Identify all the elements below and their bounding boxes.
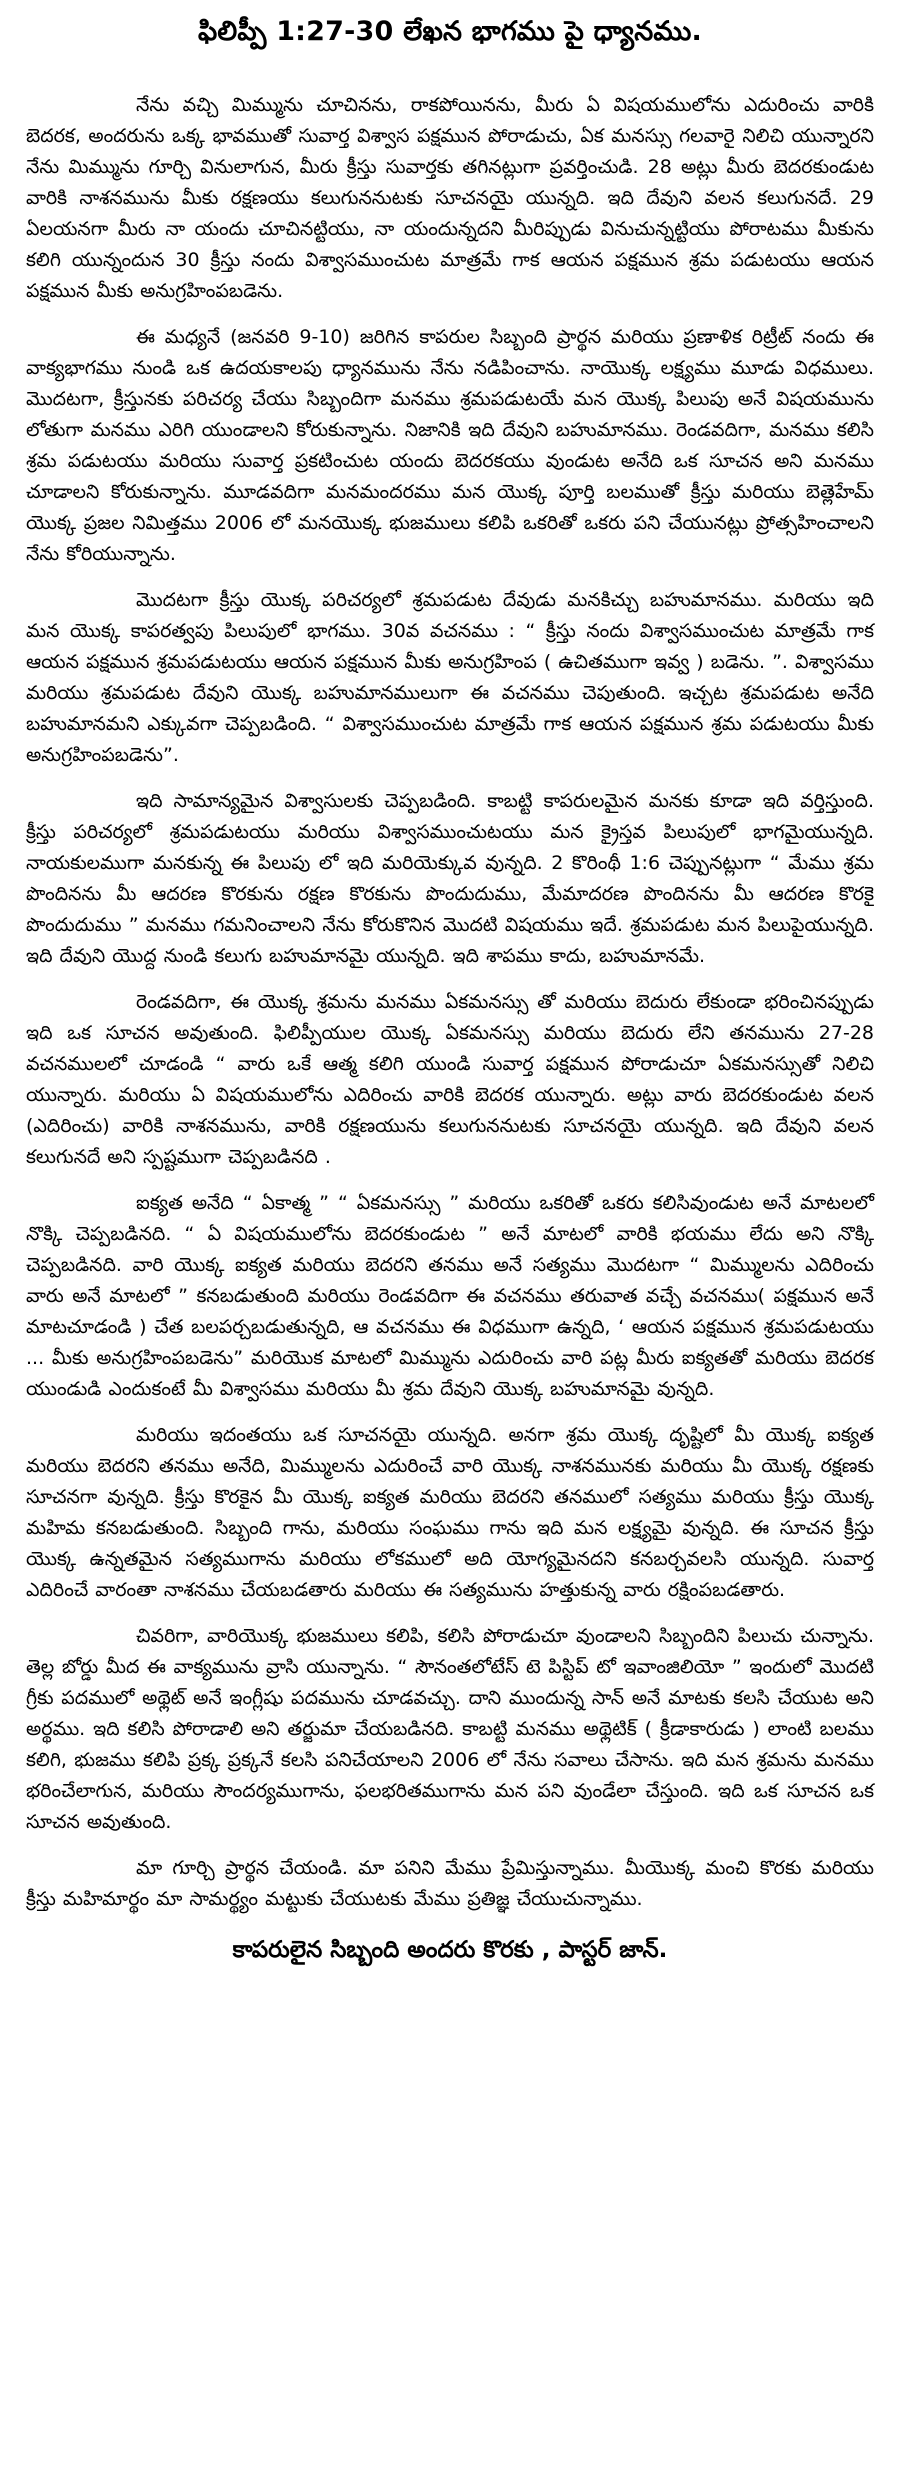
paragraph-sign-meaning: మరియు ఇదంతయు ఒక సూచనయై యున్నది. అనగా శ్రమ యొక్క దృష్టిలో మీ యొక్క ఐక్యత మరియు బెదరని తనము అనేది, మిమ్ములను ఎదురించే వారి యొక్క నాశనమునకు మరియు మీ యొక్క రక్షణకు సూచనగా వున్నది. క్రీస్తు కొరకైన మీ యొక్క ఐక్యత మరియు బెదరని తనములో సత్యము మరియు క్రీస్తు యొక్క మహిమ కనబడుతుంది. సిబ్బంది గాను, మరియు సంఘము గాను ఇది మన లక్ష్యమై వున్నది. ఈ సూచన క్రీస్తు యొక్క ఉన్నతమైన సత్యముగాను మరియు లోకములో అది యోగ్యమైనదని కనబర్చవలసి యున్నది. సువార్త ఎదిరించే వారంతా నాశనము చేయబడతారు మరియు ఈ సత్యమును హత్తుకున్న వారు రక్షింపబడతారు. (26, 1424, 874, 1601)
paragraph-calling: ఇది సామాన్యమైన విశ్వాసులకు చెప్పబడింది. కాబట్టి కాపరులమైన మనకు కూడా ఇది వర్తిస్తుంది. క్రీస్తు పరిచర్యలో శ్రమపడుటయు మరియు విశ్వాసముంచుటయు మన క్రైస్తవ పిలుపులో భాగమైయున్నది. నాయకులముగా మనకున్న ఈ పిలుపు లో ఇది మరియెక్కువ వున్నది. 2 కొరింథీ 1:6 చెప్పునట్లుగా “ మేము శ్రమ పొందినను మీ ఆదరణ కొరకును రక్షణ కొరకును పొందుదుము, మేమాదరణ పొందినను మీ ఆదరణ కొరకై పొందుదుము ” మనము గమనించాలని నేను కోరుకొనిన మొదటి విషయము ఇదే. శ్రమపడుట మన పిలుపైయున్నది. ఇది దేవుని యొద్ద నుండి కలుగు బహుమానమై యున్నది. ఇది శాపము కాదు, బహుమానమే. (26, 790, 874, 967)
paragraph-suffering-gift: మొదటగా క్రీస్తు యొక్క పరిచర్యలో శ్రమపడుట దేవుడు మనకిచ్చు బహుమానము. మరియు ఇది మన యొక్క కాపరత్వపు పిలుపులో భాగము. 30వ వచనము : “ క్రీస్తు నందు విశ్వాసముంచుట మాత్రమే గాక ఆయన పక్షమున శ్రమపడుటయు ఆయన పక్షమున మీకు అనుగ్రహింప ( ఉచితముగా ఇవ్వ ) బడెను. ”. విశ్వాసము మరియు శ్రమపడుట దేవుని యొక్క బహుమానములుగా ఈ వచనము చెపుతుంది. ఇచ్చట శ్రమపడుట అనేది బహుమానమని ఎక్కువగా చెప్పబడింది. “ విశ్వాసముంచుట మాత్రమే గాక ఆయన పక్షమున శ్రమ పడుటయు మీకు అనుగ్రహింపబడెను”. (26, 589, 874, 766)
signature: కాపరులైన సిబ్బంది అందరు కొరకు , పాస్టర్ జాన్. (232, 1937, 668, 1963)
paragraph-scripture: నేను వచ్చి మిమ్మును చూచినను, రాకపోయినను, మీరు ఏ విషయములోను ఎదురించు వారికి బెదరక, అందరును ఒక్క భావముతో సువార్త విశ్వాస పక్షమున పోరాడుచు, ఏక మనస్సు గలవారై నిలిచి యున్నారని నేను మిమ్మును గూర్చి వినులాగున, మీరు క్రీస్తు సువార్తకు తగినట్లుగా ప్రవర్తించుడి. 28 అట్లు మీరు బెదరకుండుట వారికి నాశనమును మీకు రక్షణయు కలుగుననుటకు సూచనయై యున్నది. ఇది దేవుని వలన కలుగునదే. 29 ఏలయనగా మీరు నా యందు చూచినట్టియు, నా యందున్నదని మీరిప్పుడు వినుచున్నట్టియు పోరాటము మీకును కలిగి యున్నందున 30 క్రీస్తు నందు విశ్వాసముంచుట మాత్రమే గాక ఆయన పక్షమున శ్రమ పడుటయు ఆయన పక్షమున మీకు అనుగ్రహింపబడెను. (26, 94, 874, 302)
paragraph-retreat-goals: ఈ మధ్యనే (జనవరి 9-10) జరిగిన కాపరుల సిబ్బంది ప్రార్థన మరియు ప్రణాళిక రిట్రీట్ నందు ఈ వాక్యభాగము నుండి ఒక ఉదయకాలపు ధ్యానమును నేను నడిపించాను. నాయొక్క లక్ష్యము మూడు విధములు. మొదటగా, క్రీస్తునకు పరిచర్య చేయు సిబ్బందిగా మనము శ్రమపడుటయే మన యొక్క పిలుపు అనే విషయమును లోతుగా మనము ఎరిగి యుండాలని కోరుకున్నాను. నిజానికి ఇది దేవుని బహుమానము. రెండవదిగా, మనము కలిసి శ్రమ పడుటయు మరియు సువార్త ప్రకటించుట యందు బెదరకయు వుండుట అనేది ఒక సూచన అని మనము చూడాలని కోరుకున్నాను. మూడవదిగా మనమందరము మన యొక్క పూర్తి బలముతో క్రీస్తు మరియు బెత్లెహేమ్ యొక్క ప్రజల నిమిత్తము 2006 లో మనయొక్క భుజములు కలిపి ఒకరితో ఒకరు పని చేయునట్లు ప్రోత్సహించాలని నేను కోరియున్నాను. (26, 326, 874, 565)
paragraph-striving-together: చివరిగా, వారియొక్క భుజములు కలిపి, కలిసి పోరాడుచూ వుండాలని సిబ్బందిని పిలుచు చున్నాను. తెల్ల బోర్డు మీద ఈ వాక్యమును వ్రాసి యున్నాను. “ సౌనంతలోటేస్ టె పిస్టిప్ టో ఇవాంజిలియో ” ఇందులో మొదటి గ్రీకు పదములో అథ్లెట్ అనే ఇంగ్లీషు పదమును చూడవచ్చు. దాని ముందున్న సాన్ అనే మాటకు కలసి చేయుట అని అర్థము. ఇది కలిసి పోరాడాలి అని తర్జుమా చేయబడినది. కాబట్టి మనము అథ్లెటిక్ ( క్రీడాకారుడు ) లాంటి బలము కలిగి, భుజము కలిపి ప్రక్క ప్రక్కనే కలసి పనిచేయాలని 2006 లో నేను సవాలు చేసాను. ఇది మన శ్రమను మనము భరించేలాగున, మరియు సౌందర్యముగాను, ఫలభరితముగాను మన పని వుండేలా చేస్తుంది. ఇది ఒక సూచన ఒక సూచన అవుతుంది. (26, 1625, 874, 1833)
paragraph-sign: రెండవదిగా, ఈ యొక్క శ్రమను మనము ఏకమనస్సు తో మరియు బెదురు లేకుండా భరించినప్పుడు ఇది ఒక సూచన అవుతుంది. ఫిలిప్పీయుల యొక్క ఏకమనస్సు మరియు బెదురు లేని తనమును 27-28 వచనములలో చూడండి “ వారు ఒకే ఆత్మ కలిగి యుండి సువార్త పక్షమున పోరాడుచూ ఏకమనస్సుతో నిలిచి యున్నారు. మరియు ఏ విషయములోను ఎదిరించు వారికి బెదరక యున్నారు. అట్లు వారు బెదరకుండుట వలన (ఎదిరించు) వారికి నాశనమును, వారికి రక్షణయును కలుగుననుటకు సూచనయై యున్నది. ఇది దేవుని వలన కలుగునదే అని స్పష్టముగా చెప్పబడినది . (26, 991, 874, 1168)
document-title: ఫిలిప్పీ 1:27-30 లేఖన భాగము పై ధ్యానము. (198, 16, 702, 47)
paragraph-unity: ఐక్యత అనేది “ ఏకాత్మ ” “ ఏకమనస్సు ” మరియు ఒకరితో ఒకరు కలిసివుండుట అనే మాటలలో నొక్కి చెప్పబడినది. “ ఏ విషయములోను బెదరకుండుట ” అనే మాటలో వారికి భయము లేదు అని నొక్కి చెప్పబడినది. వారి యొక్క ఐక్యత మరియు బెదరని తనము అనే సత్యము మొదటగా “ మిమ్ములను ఎదిరించు వారు అనే మాటలో ” కనబడుతుంది మరియు రెండవదిగా ఈ వచనము తరువాత వచ్చే వచనము( పక్షమున అనే మాటచూడండి ) చేత బలపర్చబడుతున్నది, ఆ వచనము ఈ విధముగా ఉన్నది, ‘ ఆయన పక్షమున శ్రమపడుటయు ... మీకు అనుగ్రహింపబడెను” మరియొక మాటలో మిమ్మును ఎదురించు వారి పట్ల మీరు ఐక్యతతో మరియు బెదరక యుండుడి ఎందుకంటే మీ విశ్వాసము మరియు మీ శ్రమ దేవుని యొక్క బహుమానమై వున్నది. (26, 1192, 874, 1400)
paragraph-prayer-request: మా గూర్చి ప్రార్థన చేయండి. మా పనిని మేము ప్రేమిస్తున్నాము. మీయొక్క మంచి కొరకు మరియు క్రీస్తు మహిమార్థం మా సామర్థ్యం మట్టుకు చేయుటకు మేము ప్రతిజ్ఞ చేయుచున్నాము. (26, 1857, 874, 1910)
